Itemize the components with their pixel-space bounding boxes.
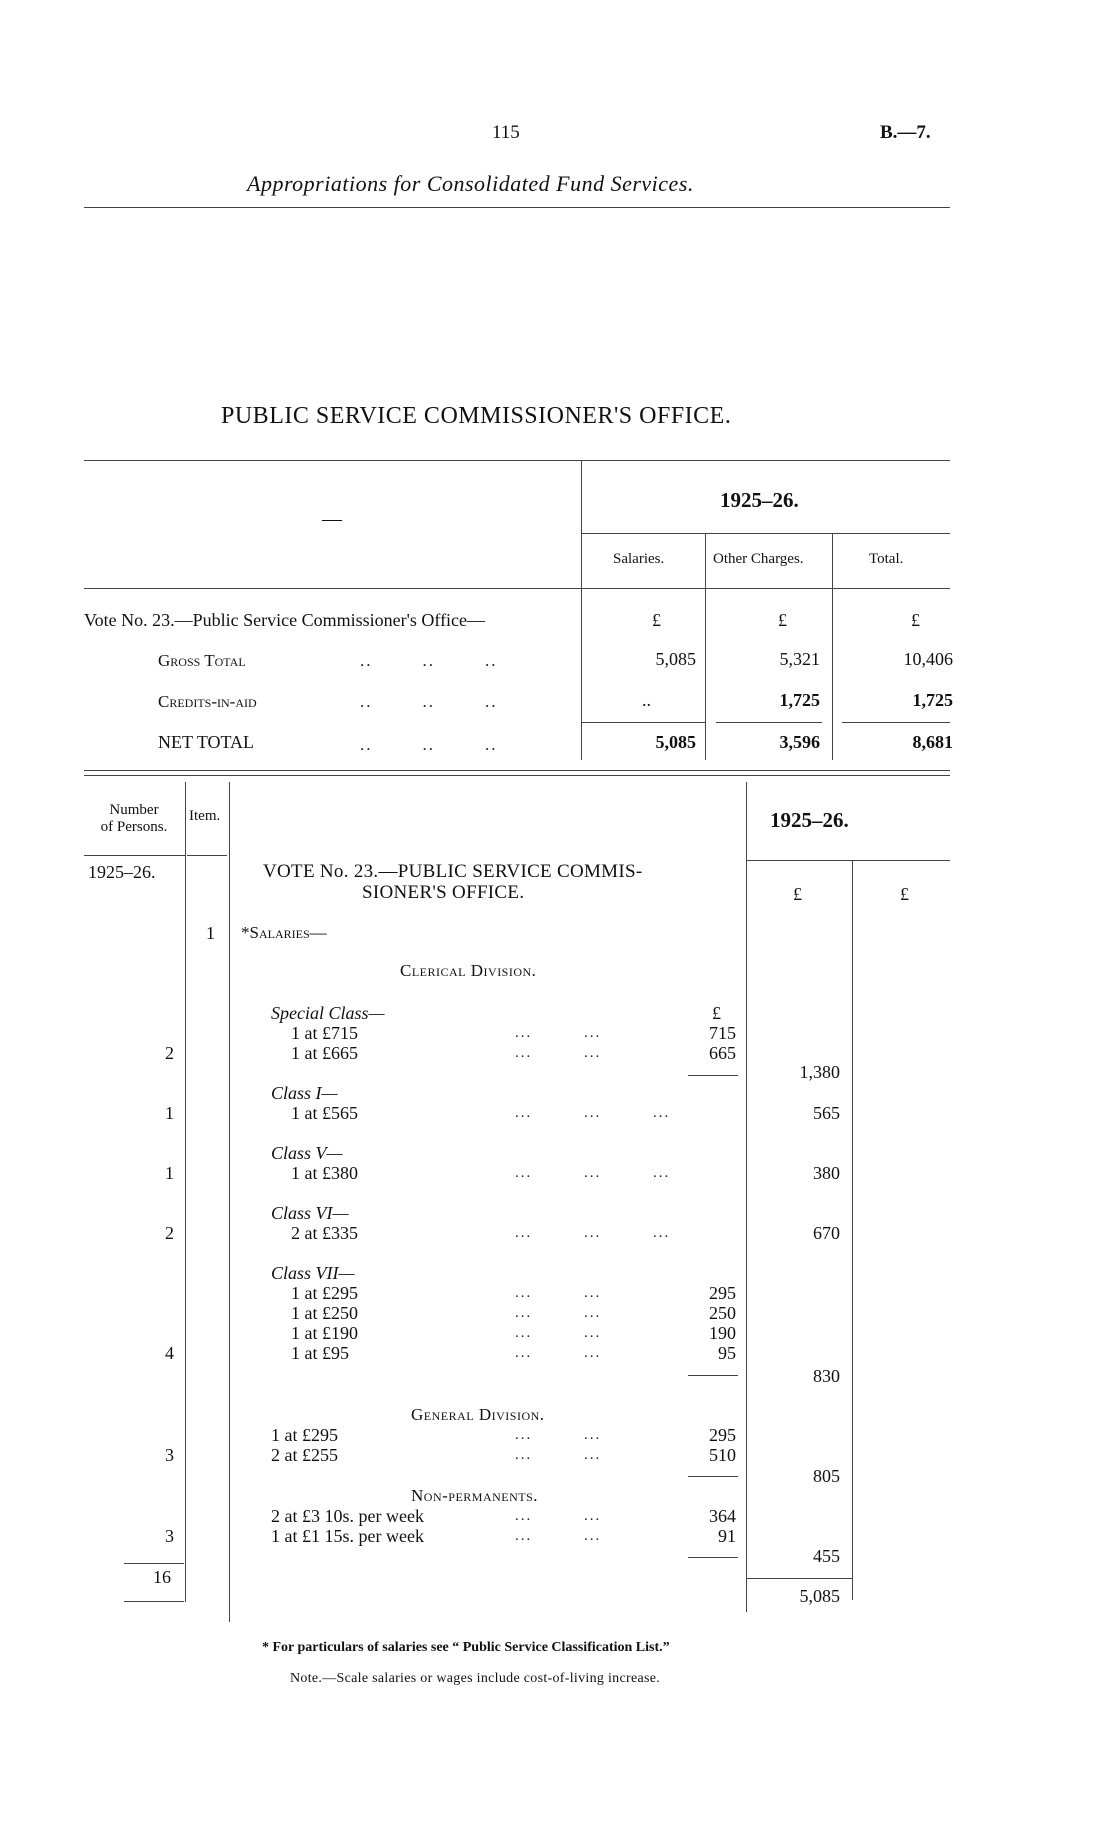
clerical-division-heading: Clerical Division.: [400, 961, 537, 980]
credits-salaries: ..: [642, 690, 651, 710]
rate-line: 1 at £250: [291, 1303, 358, 1323]
persons-count: 1: [165, 1163, 174, 1183]
page-title: PUBLIC SERVICE COMMISSIONER'S OFFICE.: [221, 403, 732, 429]
rate-amount: 190: [709, 1323, 736, 1343]
rate-amount: 715: [709, 1023, 736, 1043]
rate-amount: 91: [718, 1526, 736, 1546]
vote-label: Vote No. 23.—Public Service Commissioner's Office—: [84, 610, 486, 630]
stub-dash: —: [322, 508, 342, 530]
gross-salaries: 5,085: [655, 649, 696, 669]
vote-title-line1: VOTE No. 23.—PUBLIC SERVICE COMMIS-: [263, 861, 643, 882]
rate-line: 1 at £295: [271, 1425, 338, 1445]
page-number: 115: [492, 122, 520, 143]
rate-amount: 364: [709, 1506, 736, 1526]
rate-amount: 295: [709, 1283, 736, 1303]
special-class-heading: Special Class—: [271, 1003, 385, 1023]
class-heading: Class VI—: [271, 1203, 349, 1223]
class-total: 455: [813, 1546, 840, 1566]
total-persons: 16: [153, 1567, 171, 1587]
class-total: 565: [813, 1103, 840, 1123]
page-subtitle: Appropriations for Consolidated Fund Services.: [247, 171, 694, 196]
currency-col1: £: [793, 884, 802, 904]
note-footnote: Note.—Scale salaries or wages include cost-of-living increase.: [290, 1671, 661, 1686]
rate-amount: 510: [709, 1445, 736, 1465]
column-number-of-persons: Number of Persons.: [100, 802, 168, 835]
class-heading: Class VII—: [271, 1263, 355, 1283]
credits-other: 1,725: [779, 690, 820, 710]
rate-amount: 665: [709, 1043, 736, 1063]
document-reference: B.—7.: [880, 122, 931, 143]
persons-count: 1: [165, 1103, 174, 1123]
currency-total: £: [911, 610, 920, 630]
currency-salaries: £: [652, 610, 661, 630]
detail-year-heading: 1925–26.: [770, 808, 849, 832]
credits-total: 1,725: [912, 690, 953, 710]
rate-line: 2 at £335: [291, 1223, 358, 1243]
net-total: 8,681: [912, 732, 953, 752]
class-total: 830: [813, 1366, 840, 1386]
item-number: 1: [206, 923, 215, 943]
detail-year-left: 1925–26.: [88, 862, 156, 882]
class-total: 1,380: [799, 1062, 840, 1082]
class-heading: Class V—: [271, 1143, 343, 1163]
persons-count: 3: [165, 1445, 174, 1465]
salaries-heading: *Salaries—: [241, 923, 327, 942]
rate-line: 1 at £295: [291, 1283, 358, 1303]
rate-line: 1 at £715: [291, 1023, 358, 1043]
gross-total: 10,406: [903, 649, 953, 669]
column-salaries: Salaries.: [613, 551, 665, 567]
currency-col2: £: [900, 884, 909, 904]
column-item: Item.: [189, 808, 221, 824]
rate-amount: 250: [709, 1303, 736, 1323]
row-label: NET TOTAL: [158, 732, 255, 752]
net-salaries: 5,085: [655, 732, 696, 752]
persons-count: 3: [165, 1526, 174, 1546]
class-total: 805: [813, 1466, 840, 1486]
rate-line: 1 at £380: [291, 1163, 358, 1183]
net-other: 3,596: [779, 732, 820, 752]
row-label: Gross Total: [158, 651, 246, 670]
summary-year-heading: 1925–26.: [720, 488, 799, 512]
rate-amount: 295: [709, 1425, 736, 1445]
class-heading: Class I—: [271, 1083, 338, 1103]
general-division-heading: General Division.: [411, 1405, 545, 1424]
class-total: 380: [813, 1163, 840, 1183]
rate-line: 1 at £1 15s. per week: [271, 1526, 424, 1546]
persons-count: 2: [165, 1223, 174, 1243]
rate-line: 1 at £190: [291, 1323, 358, 1343]
rate-line: 1 at £95: [291, 1343, 349, 1363]
rate-line: 2 at £3 10s. per week: [271, 1506, 424, 1526]
rate-line: 2 at £255: [271, 1445, 338, 1465]
gross-other: 5,321: [779, 649, 820, 669]
currency-other: £: [778, 610, 787, 630]
column-total: Total.: [869, 551, 904, 567]
non-permanents-heading: Non-permanents.: [411, 1486, 539, 1505]
header-rule: [84, 207, 950, 208]
persons-count: 2: [165, 1043, 174, 1063]
grand-total: 5,085: [799, 1586, 840, 1606]
rate-line: 1 at £665: [291, 1043, 358, 1063]
row-label: Credits-in-aid: [158, 692, 257, 711]
vote-title-line2: SIONER'S OFFICE.: [362, 882, 525, 903]
column-other-charges: Other Charges.: [713, 551, 804, 567]
salaries-footnote: * For particulars of salaries see “ Public Service Classification List.”: [262, 1640, 670, 1655]
class-total: 670: [813, 1223, 840, 1243]
rate-amount: 95: [718, 1343, 736, 1363]
persons-count: 4: [165, 1343, 174, 1363]
special-class-currency: £: [712, 1003, 721, 1023]
rate-line: 1 at £565: [291, 1103, 358, 1123]
